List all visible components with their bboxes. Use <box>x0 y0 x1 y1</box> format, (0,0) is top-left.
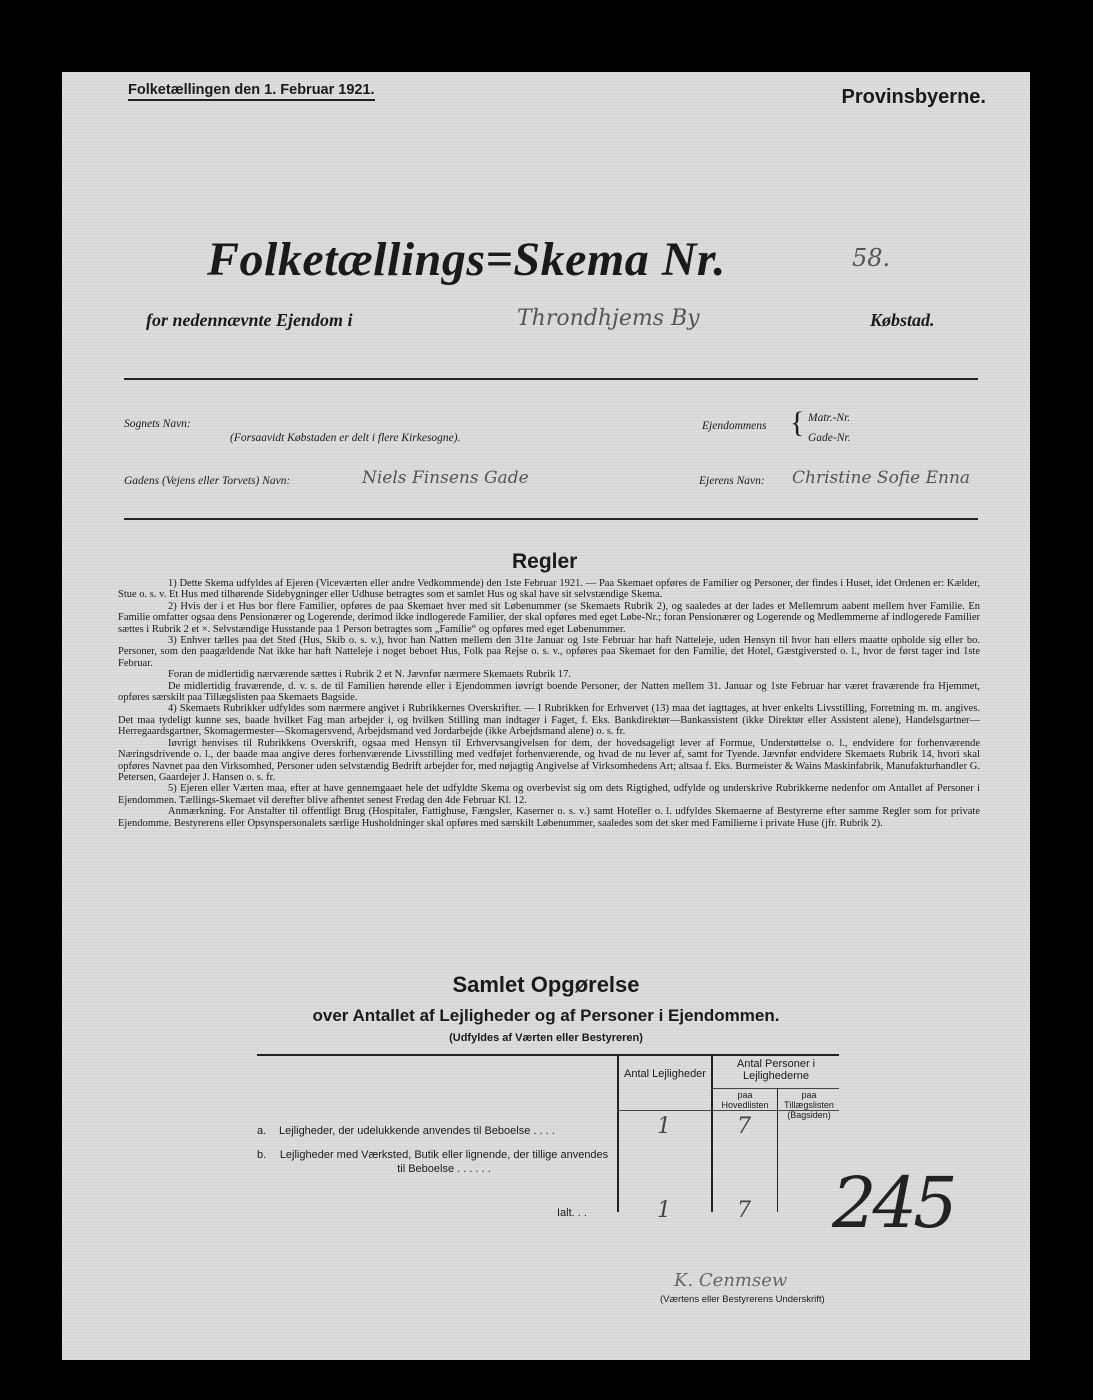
table-sub-rule <box>711 1088 839 1089</box>
form-title: Folketællings=Skema Nr. <box>207 233 726 286</box>
owner-name-value: Christine Sofie Enna <box>792 468 971 488</box>
census-date-header: Folketællingen den 1. Februar 1921. <box>128 82 375 101</box>
form-number: 58. <box>852 244 891 272</box>
col-tillaeg-header: paa Tillægslisten (Bagsiden) <box>784 1090 834 1120</box>
property-numbers-label: Ejendommens <box>702 420 767 432</box>
divider-fields <box>124 518 978 520</box>
rule-paragraph: 1) Dette Skema udfyldes af Ejeren (Viceværten eller andre Vedkommende) den 1ste Februar 1921. — Paa Skemaet opføres de Familier og Personer, der findes i Huset, idet Ordenen er: Kælder, Stue o. s. v. Et Hus med tilhørende Sidebygninger eller Udhuse betragtes som et samlet Hus og skal have sit selvstændige Skema. <box>118 578 980 601</box>
gade-nr-label: Gade-Nr. <box>808 432 851 444</box>
row-a-prefix: a. <box>257 1125 267 1137</box>
summary-note: (Udfyldes af Værten eller Bestyreren) <box>449 1032 643 1044</box>
rule-paragraph: Iøvrigt henvises til Rubrikkens Overskrift, ogsaa med Hensyn til Erhvervsangivelsen for dem, der hovedsageligt lever af Formue, Understøttelse o. l., endvidere for forhenværende Næringsdrivende o. l., der baade maa angive deres forhenværende Livsstilling med vedføjet forhenværende, og hvad de nu lever af, samt for Tyende. Jævnfør endvidere Skemaets Rubrik 14, hvori skal opføres Navnet paa den Virksomhed, Personer uden selvstændig Bedrift arbejder for, med nøjagtig Angivelse af Virksomhedens Art; altsaa f. Eks. Burmeister & Wains Maskinfabrik, Manufakturhandler G. Petersen, Gaardejer J. Hansen o. s. fr. <box>118 737 980 783</box>
rules-title: Regler <box>512 550 578 573</box>
row-b-label: Lejligheder med Værksted, Butik eller lignende, der tillige anvendes til Beboelse . . . . . . <box>279 1149 609 1175</box>
street-name-value: Niels Finsens Gade <box>362 468 529 488</box>
parish-note: (Forsaavidt Købstaden er delt i flere Kirkesogne). <box>230 432 461 444</box>
parish-name-label: Sognets Navn: <box>124 418 191 430</box>
col-personer-header: Antal Personer i Lejlighederne <box>736 1058 816 1082</box>
rule-paragraph: 3) Enhver tælles paa det Sted (Hus, Skib o. s. v.), hvor han Natten mellem den 31te Januar og 1ste Februar har haft Natteleje, uden Hensyn til hvor han ellers maatte opholde sig eller bo. Personer, som den paagældende Nat ikke har haft Natteleje i noget beboet Hus, Folk paa Rejse o. s. v., opføres paa Skemaet for den Familie, det Hotel, Gæstgiversted o. l., hvor de først tager ind 1ste Februar. <box>118 635 980 669</box>
col-antal-header: Antal Lejligheder <box>624 1068 706 1080</box>
street-name-label: Gadens (Vejens eller Torvets) Navn: <box>124 475 291 487</box>
city-value: Throndhjems By <box>517 306 700 331</box>
a-hoved-value: 7 <box>737 1114 751 1139</box>
divider-top <box>124 378 978 380</box>
ialt-antal-value: 1 <box>657 1198 671 1223</box>
rules-text <box>118 578 980 829</box>
rule-paragraph: 4) Skemaets Rubrikker udfyldes som nærmere angivet i Rubrikkernes Overskrifter. — I Rubrikken for Erhvervet (13) maa det iagttages, at hver enkelts Livsstilling, Forretning m. m. angives. Det maa tydeligt kunne ses, baade hvilket Fag man arbejder i, og hvilken Stilling man indtager i Faget, f. Eks. Bankdirektør—Bankassistent (ikke Direktør eller Assistent alene), Handelsgartner—Herregaardsgartner, Skomagermester—Skomagersvend, Arbejdsmand ved Jordarbejde (ikke Arbejdsmand alene) o. s. fr. <box>118 703 980 738</box>
table-top-rule <box>257 1054 839 1056</box>
table-col-divider <box>777 1088 778 1212</box>
signature: K. Cenmsew <box>674 1270 788 1291</box>
kobstad-label: Købstad. <box>870 310 935 330</box>
row-b-prefix: b. <box>257 1149 267 1161</box>
summary-title: Samlet Opgørelse <box>452 972 640 997</box>
row-ialt-label: Ialt. . . <box>557 1207 587 1219</box>
rule-paragraph: De midlertidig fraværende, d. v. s. de til Familien hørende eller i Ejendommen iøvrigt boende Personer, der Natten mellem 31. Januar og 1ste Februar har været fraværende fra Hjemmet, opføres særskilt paa Tillægslisten paa Skemaets Bagside. <box>118 680 980 704</box>
property-label: for nedennævnte Ejendom i <box>146 310 353 330</box>
signature-caption: (Værtens eller Bestyrerens Underskrift) <box>660 1294 825 1305</box>
row-a-label: Lejligheder, der udelukkende anvendes til Beboelse . . . . <box>279 1125 555 1137</box>
rule-paragraph: Anmærkning. For Anstalter til offentligt Brug (Hospitaler, Fattighuse, Fængsler, Kaserner o. s. v.) samt Hoteller o. l. udfyldes Skemaerne af Bestyrerne efter samme Regler som for private Ejendomme. Bestyrerens eller Opsynspersonalets særlige Husholdninger skal opføres med særskilt Løbenummer, saaledes som det sker med Familierne i private Huse (jfr. Rubrik 2). <box>118 806 980 829</box>
rule-paragraph: 2) Hvis der i et Hus bor flere Familier, opføres de paa Skemaet hver med sit Løbenummer (se Skemaets Rubrik 2), og saaledes at der lades et Mellemrum aabent mellem hver Familie. En Familie omfatter ogsaa dens Pensionærer og Logerende, derimod ikke indlogerede Familier, der skal opføres med eget Løbe-Nr.; foran Pensionærer og Logerende og Medlemmerne af indlogerede Familier sættes i Rubrik 2 et ×. Selvstændige Husstande paa 1 Person betragtes som „Familie“ og opføres med eget Løbenummer. <box>118 600 980 635</box>
region-header: Provinsbyerne. <box>841 86 986 108</box>
rule-paragraph: 5) Ejeren eller Værten maa, efter at have gennemgaaet hele det udfyldte Skema og overbevist sig om dets Rigtighed, udfylde og underskrive Rubrikkerne nedenfor om Antallet af Personer i Ejendommen. Tællings-Skemaet vil derefter blive afhentet senest Fredag den 4de Februar Kl. 12. <box>118 783 980 806</box>
margin-handwritten-number: 245 <box>832 1162 954 1244</box>
summary-table <box>257 1054 839 1230</box>
ialt-hoved-value: 7 <box>737 1198 751 1223</box>
rule-paragraph: Foran de midlertidig nærværende sættes i Rubrik 2 et N. Jævnfør nærmere Skemaets Rubrik 17. <box>168 669 572 681</box>
matr-nr-label: Matr.-Nr. <box>808 412 851 424</box>
a-antal-value: 1 <box>657 1114 671 1139</box>
brace-icon: { <box>790 406 805 439</box>
owner-name-label: Ejerens Navn: <box>699 475 765 487</box>
census-form-page <box>62 72 1030 1360</box>
summary-subtitle: over Antallet af Lejligheder og af Personer i Ejendommen. <box>312 1006 780 1025</box>
col-hoved-header: paa Hovedlisten <box>721 1090 769 1110</box>
